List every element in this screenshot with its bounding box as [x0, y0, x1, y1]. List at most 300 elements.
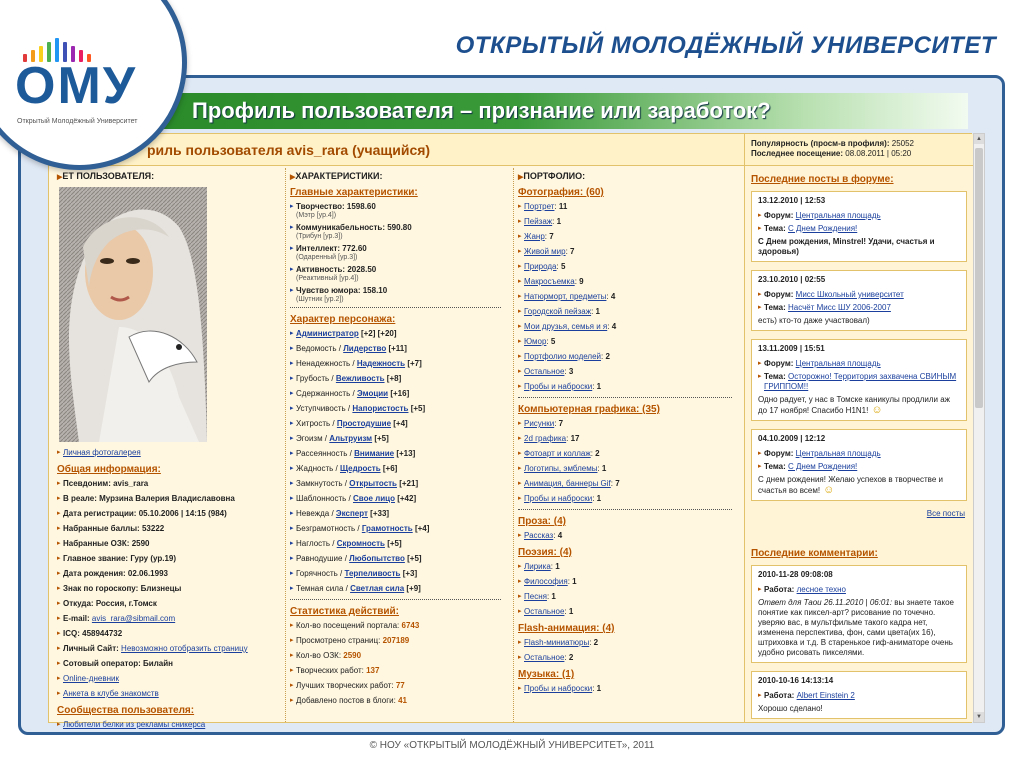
portfolio-item[interactable] — [518, 337, 738, 347]
character-row — [290, 509, 507, 519]
portfolio-item-text: Фотоарт и коллаж: 2 — [524, 449, 600, 458]
logo-subtitle: Открытый Молодёжный Университет — [17, 118, 138, 125]
character-value: [+42] — [397, 494, 417, 503]
general-info-value: avis_rara — [113, 479, 149, 488]
general-info-row[interactable] — [57, 689, 279, 699]
general-info-text — [63, 689, 159, 699]
arrow-icon: ▸ — [758, 373, 762, 380]
arrow-icon: ▸ — [290, 622, 294, 629]
character-trait-b[interactable]: Терпеливость — [344, 569, 401, 578]
portfolio-item-text: Пробы и наброски: 1 — [524, 684, 602, 693]
post-topic-text — [764, 462, 857, 472]
character-text — [296, 449, 415, 459]
portfolio-item[interactable] — [518, 277, 738, 287]
general-info-value[interactable]: Online-дневник — [63, 674, 119, 683]
portfolio-item[interactable] — [518, 217, 738, 227]
portfolio-category[interactable]: Компьютерная графика: (35) — [518, 404, 660, 415]
character-trait-b[interactable]: Светлая сила — [350, 584, 405, 593]
portfolio-item-link[interactable]: Мои друзья, семья и я — [524, 322, 608, 331]
character-row — [290, 404, 507, 414]
post-topic-text — [764, 303, 891, 313]
portfolio-item[interactable] — [518, 352, 738, 362]
portfolio-item[interactable] — [518, 449, 738, 459]
portfolio-item-text: Городской пейзаж: 1 — [524, 307, 600, 316]
post-topic-link[interactable]: Осторожно! Территория захвачена СВИНЫМ ГРИППОМ!! — [764, 372, 957, 391]
portfolio-item-count: 1 — [556, 217, 562, 226]
portfolio-item-link[interactable]: Фотоарт и коллаж — [524, 449, 591, 458]
divider — [290, 307, 501, 308]
portfolio-item-text: Портфолио моделей: 2 — [524, 352, 610, 361]
portfolio-item-link[interactable]: Юмор — [524, 337, 547, 346]
general-info-value: 458944732 — [82, 629, 123, 638]
all-posts-link[interactable]: Все посты — [926, 509, 965, 518]
character-text — [296, 374, 401, 384]
arrow-icon: ▸ — [518, 248, 522, 255]
general-info-value: Гуру (ур.19) — [130, 554, 177, 563]
portfolio-item-link[interactable]: Рассказ — [524, 531, 554, 540]
character-row — [290, 584, 507, 594]
general-info-row[interactable] — [57, 614, 279, 624]
character-row — [290, 539, 507, 549]
photo-gallery-row[interactable] — [57, 448, 279, 458]
arrow-icon: ▸ — [290, 287, 294, 294]
main-char-row — [290, 265, 507, 275]
arrow-icon: ▸ — [290, 390, 294, 397]
comment-text — [758, 704, 960, 714]
arrow-icon: ▸ — [518, 563, 522, 570]
post-text — [758, 395, 960, 416]
general-info-label: Знак по гороскопу: — [63, 584, 139, 593]
portfolio-category[interactable]: Музыка: (1) — [518, 669, 575, 680]
stat-row — [290, 651, 507, 661]
character-trait-b[interactable]: Напористость — [352, 404, 409, 413]
character-trait-b[interactable]: Свое лицо — [353, 494, 395, 503]
photo-gallery-link[interactable]: Личная фотогалерея — [63, 448, 141, 457]
general-info-text — [63, 614, 175, 624]
post-forum-line — [758, 449, 960, 459]
arrow-icon: ▸ — [290, 682, 294, 689]
character-trait-b[interactable]: Внимание — [354, 449, 395, 458]
stat-row — [290, 666, 507, 676]
character-trait-a: Эгоизм / — [296, 434, 328, 443]
character-trait-b[interactable]: Лидерство — [343, 344, 387, 353]
portfolio-item-link[interactable]: Живой мир — [524, 247, 566, 256]
character-trait-a[interactable]: Администратор — [296, 329, 359, 338]
smile-icon: ☺ — [820, 484, 835, 496]
portfolio-item[interactable] — [518, 247, 738, 257]
arrow-icon: ▸ — [57, 510, 61, 517]
portfolio-item[interactable] — [518, 464, 738, 474]
slide-banner — [150, 93, 968, 129]
portfolio-item-text: Пейзаж: 1 — [524, 217, 562, 226]
arrow-icon: ▸ — [57, 721, 61, 728]
main-char-rank: (Реактивный [ур.4]) — [296, 275, 359, 282]
character-trait-b[interactable]: Открытость — [349, 479, 397, 488]
main-char-row — [290, 244, 507, 254]
character-value: [+7] — [407, 359, 422, 368]
stat-label: Творческих работ: — [296, 666, 364, 675]
general-info-row — [57, 524, 279, 534]
character-row — [290, 524, 507, 534]
portfolio-item-text: Остальное: 3 — [524, 367, 574, 376]
post-forum-link[interactable]: Центральная площадь — [795, 359, 881, 368]
portfolio-item-link[interactable]: Пробы и наброски — [524, 494, 593, 503]
portfolio-item-count: 1 — [596, 684, 602, 693]
post-topic-link[interactable]: С Днем Рождения! — [788, 224, 858, 233]
character-row — [290, 389, 507, 399]
profile-title: риль пользователя avis_rara (учащийся) — [147, 142, 431, 158]
portfolio-item-count: 4 — [557, 531, 563, 540]
general-info-text — [63, 629, 122, 639]
portfolio-item-link[interactable]: Жанр — [524, 232, 545, 241]
general-info-row[interactable] — [57, 674, 279, 684]
portfolio-item-link[interactable]: Пейзаж — [524, 217, 553, 226]
arrow-icon: ▸ — [290, 540, 294, 547]
portfolio-item[interactable] — [518, 382, 738, 392]
portfolio-item[interactable] — [518, 307, 738, 317]
general-info-row — [57, 479, 279, 489]
portfolio-item[interactable] — [518, 592, 738, 602]
portfolio-item-count: 2 — [568, 653, 574, 662]
character-list — [286, 329, 507, 594]
character-value: [+4] — [414, 524, 430, 533]
character-trait-b[interactable]: Любопытство — [349, 554, 405, 563]
general-info-label: В реале: — [63, 494, 97, 503]
general-info-value[interactable]: avis_rara@sibmail.com — [91, 614, 176, 623]
arrow-icon: ▸ — [758, 360, 762, 367]
general-info-text — [63, 479, 148, 489]
scroll-thumb[interactable] — [975, 148, 983, 408]
portfolio-item[interactable] — [518, 577, 738, 587]
communities-list — [53, 720, 279, 730]
stat-row — [290, 636, 507, 646]
comments-heading[interactable]: Последние комментарии: — [751, 548, 878, 559]
portfolio-item-count: 4 — [611, 322, 617, 331]
character-value: [+6] — [382, 464, 398, 473]
post-topic-link[interactable]: Насчёт Мисс ШУ 2006-2007 — [788, 303, 891, 312]
portfolio-item-link[interactable]: Пробы и наброски — [524, 684, 593, 693]
character-heading: Характер персонажа: — [290, 314, 396, 325]
post-text-content: С Днем рождения, Minstrel! Удачи, счастья и здоровья) — [758, 237, 935, 256]
popularity-box — [745, 134, 973, 166]
stat-label: Добавлено постов в блоги: — [296, 696, 396, 705]
portfolio-item[interactable] — [518, 322, 738, 332]
arrow-icon: ▸ — [758, 304, 762, 311]
portfolio-item[interactable] — [518, 684, 738, 694]
character-trait-b[interactable]: Скромность — [336, 539, 385, 548]
arrow-icon: ▸ — [57, 449, 61, 456]
character-value: [+5] — [374, 434, 389, 443]
character-row — [290, 359, 507, 369]
last-visit-label: Последнее посещение: — [751, 149, 844, 158]
character-row — [290, 344, 507, 354]
general-info-row[interactable] — [57, 644, 279, 654]
post-topic-link[interactable]: С Днем Рождения! — [788, 462, 858, 471]
character-value: [+8] — [386, 374, 402, 383]
all-posts-row — [745, 509, 965, 518]
portfolio-item-text: Юмор: 5 — [524, 337, 556, 346]
character-trait-b[interactable]: Грамотность — [361, 524, 413, 533]
portfolio-item-link[interactable]: Остальное — [524, 653, 565, 662]
post-forum-label: Форум: — [764, 449, 794, 458]
arrow-icon: ▸ — [290, 652, 294, 659]
portfolio-item-count: 2 — [605, 352, 610, 361]
comment-date: 2010-11-28 09:08:08 — [758, 570, 833, 579]
tri-icon: ▶ — [57, 174, 63, 181]
main-char-label: Активность: 2028.50 — [296, 265, 377, 274]
character-row — [290, 569, 507, 579]
character-row — [290, 449, 507, 459]
arrow-icon: ▸ — [290, 360, 294, 367]
arrow-icon: ▸ — [758, 463, 762, 470]
post-date: 13.11.2009 | 15:51 — [758, 344, 825, 353]
portfolio-item-text: Портрет: 11 — [524, 202, 568, 211]
character-value: [+4] — [393, 419, 408, 428]
portfolio-item-link[interactable]: Flash-миниатюры — [524, 638, 590, 647]
character-text — [296, 554, 422, 564]
characteristics-column — [285, 168, 507, 722]
comment-work-label: Работа: — [764, 585, 795, 594]
slide-title: Профиль пользователя – признание или заработок? — [192, 98, 771, 123]
general-info-label: ICQ: — [63, 629, 80, 638]
arrow-icon: ▸ — [290, 450, 294, 457]
portfolio-item-link[interactable]: Макросъемка — [524, 277, 575, 286]
post-forum-line — [758, 290, 960, 300]
character-text — [296, 359, 422, 369]
general-info-label: Личный Сайт: — [63, 644, 119, 653]
character-value: [+5] — [407, 554, 422, 563]
portfolio-item[interactable] — [518, 262, 738, 272]
comment-text-content: вы знаете такое понятие как пиксел-арт? рисование по точечно. уверяю вас, в мультфильме такого кадра нет, изменена перспектива, фон, сами цвета(их 16), штриховка и т.д. В старенькое гиф-аниматоре очень удобно рисовать пикселями. — [758, 598, 954, 657]
portfolio-item-link[interactable]: Пробы и наброски — [524, 382, 593, 391]
arrow-icon: ▸ — [290, 495, 294, 502]
portfolio-item[interactable] — [518, 434, 738, 444]
comment-work-link[interactable]: Albert Einstein 2 — [796, 691, 855, 700]
arrow-icon: ▸ — [518, 218, 522, 225]
page-scrollbar[interactable] — [973, 133, 985, 723]
character-trait-b[interactable]: Эксперт — [335, 509, 368, 518]
stats-list — [286, 621, 507, 706]
post-topic-line — [758, 224, 960, 234]
arrow-icon: ▸ — [290, 420, 294, 427]
community-link[interactable]: Любители белки из рекламы сникерса — [63, 720, 206, 729]
avatar[interactable] — [59, 187, 207, 442]
portfolio-item[interactable] — [518, 653, 738, 663]
character-trait-a: Невежда / — [296, 509, 334, 518]
portfolio-item-link[interactable]: Портрет — [524, 202, 555, 211]
arrow-icon: ▸ — [518, 353, 522, 360]
scroll-down-arrow-icon[interactable]: ▼ — [974, 712, 984, 722]
general-info-text — [63, 659, 173, 669]
portfolio-item-link[interactable]: Лирика — [524, 562, 551, 571]
general-info-text — [63, 599, 157, 609]
character-text — [296, 524, 429, 534]
portfolio-category[interactable]: Проза: (4) — [518, 516, 567, 527]
arrow-icon: ▸ — [758, 692, 762, 699]
character-trait-b[interactable]: Эмоции — [356, 389, 389, 398]
portfolio-item-text: Анимация, баннеры Gif: 7 — [524, 479, 620, 488]
character-value: [+2] [+20] — [360, 329, 397, 338]
portfolio-item[interactable] — [518, 494, 738, 504]
character-trait-b[interactable]: Вежливость — [335, 374, 385, 383]
arrow-icon: ▸ — [758, 586, 762, 593]
portfolio-item-text: Пробы и наброски: 1 — [524, 494, 602, 503]
arrow-icon: ▸ — [57, 540, 61, 547]
general-info-row — [57, 659, 279, 669]
portfolio-item-text: Лирика: 1 — [524, 562, 560, 571]
portfolio-item-link[interactable]: Песня — [524, 592, 547, 601]
portfolio-item-link[interactable]: Природа — [524, 262, 557, 271]
character-trait-a: Рассеянность / — [296, 449, 352, 458]
portfolio-item-count: 17 — [570, 434, 580, 443]
character-row — [290, 434, 507, 444]
general-info-row — [57, 599, 279, 609]
post-topic-label: Тема: — [764, 224, 786, 233]
arrow-icon: ▸ — [290, 345, 294, 352]
character-trait-a: Темная сила / — [296, 584, 348, 593]
portfolio-item-link[interactable]: Анимация, баннеры Gif — [524, 479, 611, 488]
portfolio-item[interactable] — [518, 419, 738, 429]
post-topic-line — [758, 372, 960, 392]
character-text — [296, 434, 389, 444]
avatar-portrait-image — [59, 187, 207, 442]
stat-value: 6743 — [401, 621, 420, 630]
portfolio-item[interactable] — [518, 531, 738, 541]
comment-work-link[interactable]: лесное техно — [796, 585, 846, 594]
forum-post — [751, 270, 967, 331]
stat-text — [296, 696, 407, 706]
portfolio-item[interactable] — [518, 479, 738, 489]
character-trait-b[interactable]: Альтруизм — [329, 434, 373, 443]
post-forum-label: Форум: — [764, 211, 794, 220]
portfolio-item[interactable] — [518, 562, 738, 572]
portfolio-item-link[interactable]: Городской пейзаж — [524, 307, 592, 316]
stat-text — [296, 621, 419, 631]
portfolio-item-link[interactable]: Натюрморт, предметы — [524, 292, 607, 301]
post-topic-line — [758, 303, 960, 313]
general-info-label: Дата регистрации: — [63, 509, 137, 518]
arrow-icon: ▸ — [290, 525, 294, 532]
post-forum-link[interactable]: Центральная площадь — [795, 449, 881, 458]
logo-text: ОМУ — [15, 57, 138, 115]
character-trait-a: Хитрость / — [296, 419, 335, 428]
forum-posts-heading[interactable]: Последние посты в форуме: — [751, 174, 894, 185]
portfolio-category[interactable]: Поэзия: (4) — [518, 547, 572, 558]
character-trait-b[interactable]: Щедрость — [339, 464, 381, 473]
forum-posts-list — [745, 191, 973, 501]
post-topic-line — [758, 462, 960, 472]
portfolio-category[interactable]: Фотография: (60) — [518, 187, 604, 198]
portfolio-item-link[interactable]: Портфолио моделей — [524, 352, 602, 361]
general-info-text — [63, 494, 235, 504]
character-trait-b[interactable]: Надежность — [356, 359, 406, 368]
general-info-value[interactable]: Невозможно отобразить страницу — [121, 644, 248, 653]
portfolio-item-link[interactable]: Остальное — [524, 367, 565, 376]
portfolio-item[interactable] — [518, 638, 738, 648]
character-trait-b[interactable]: Простодушие — [336, 419, 392, 428]
portfolio-item[interactable] — [518, 292, 738, 302]
arrow-icon: ▸ — [758, 450, 762, 457]
portfolio-item-link[interactable]: 2d графика — [524, 434, 567, 443]
main-char-label: Творчество: 1598.60 — [296, 202, 376, 211]
post-text — [758, 237, 960, 257]
portfolio-item-count: 3 — [568, 367, 574, 376]
character-row — [290, 554, 507, 564]
main-char-label: Коммуникабельность: 590.80 — [296, 223, 412, 232]
stat-text — [296, 636, 409, 646]
portfolio-item-count: 2 — [595, 449, 600, 458]
portfolio-category[interactable]: Flash-анимация: (4) — [518, 623, 615, 634]
portfolio-item-count: 7 — [615, 479, 620, 488]
general-info-text — [63, 509, 227, 519]
arrow-icon: ▸ — [57, 660, 61, 667]
post-topic-text — [764, 372, 960, 392]
portfolio-item-count: 7 — [549, 232, 554, 241]
comment-work-text — [764, 585, 846, 595]
character-row — [290, 494, 507, 504]
arrow-icon: ▸ — [518, 532, 522, 539]
arrow-icon: ▸ — [518, 654, 522, 661]
portfolio-item[interactable] — [518, 367, 738, 377]
arrow-icon: ▸ — [290, 637, 294, 644]
general-info-value: Билайн — [143, 659, 173, 668]
general-info-text — [63, 524, 164, 534]
portfolio-item-link[interactable]: Логотипы, эмблемы — [524, 464, 598, 473]
general-info-value: Близнецы — [140, 584, 182, 593]
portfolio-item-count: 9 — [579, 277, 584, 286]
general-info-value: Мурзина Валерия Владиславовна — [99, 494, 235, 503]
portfolio-item-link[interactable]: Остальное — [524, 607, 565, 616]
main-chars-heading: Главные характеристики: — [290, 187, 418, 198]
character-trait-a: Уступчивость / — [296, 404, 351, 413]
post-date: 23.10.2010 | 02:55 — [758, 275, 826, 284]
portfolio-item-link[interactable]: Рисунки — [524, 419, 555, 428]
comment — [751, 671, 967, 719]
character-value: [+5] — [387, 539, 402, 548]
community-item[interactable] — [57, 720, 279, 730]
arrow-icon: ▸ — [57, 495, 61, 502]
arrow-icon: ▸ — [290, 435, 294, 442]
general-info-label: Сотовый оператор: — [63, 659, 141, 668]
arrow-icon: ▸ — [518, 323, 522, 330]
character-trait-a: Сдержанность / — [296, 389, 355, 398]
university-title: ОТКРЫТЫЙ МОЛОДЁЖНЫЙ УНИВЕРСИТЕТ — [455, 32, 996, 59]
general-info-text — [63, 674, 119, 684]
arrow-icon: ▸ — [518, 293, 522, 300]
general-info-text — [63, 539, 149, 549]
arrow-icon: ▸ — [290, 555, 294, 562]
portfolio-item-text: Рисунки: 7 — [524, 419, 564, 428]
character-trait-a: Равнодушие / — [296, 554, 347, 563]
portfolio-item-text: Природа: 5 — [524, 262, 566, 271]
portfolio-item-count: 11 — [558, 202, 568, 211]
post-forum-link[interactable]: Центральная площадь — [795, 211, 881, 220]
portfolio-item[interactable] — [518, 202, 738, 212]
character-text — [296, 494, 416, 504]
scroll-up-arrow-icon[interactable]: ▲ — [974, 134, 984, 144]
character-text — [296, 464, 397, 474]
portfolio-item-link[interactable]: Философия — [524, 577, 568, 586]
portfolio-item-text: Остальное: 1 — [524, 607, 574, 616]
portfolio-item[interactable] — [518, 607, 738, 617]
general-info-row — [57, 554, 279, 564]
main-char-row — [290, 223, 507, 233]
post-forum-link[interactable]: Мисс Школьный университет — [795, 290, 904, 299]
arrow-icon: ▸ — [57, 480, 61, 487]
portfolio-item[interactable] — [518, 232, 738, 242]
post-topic-text — [764, 224, 857, 234]
general-info-value[interactable]: Анкета в клубе знакомств — [63, 689, 159, 698]
